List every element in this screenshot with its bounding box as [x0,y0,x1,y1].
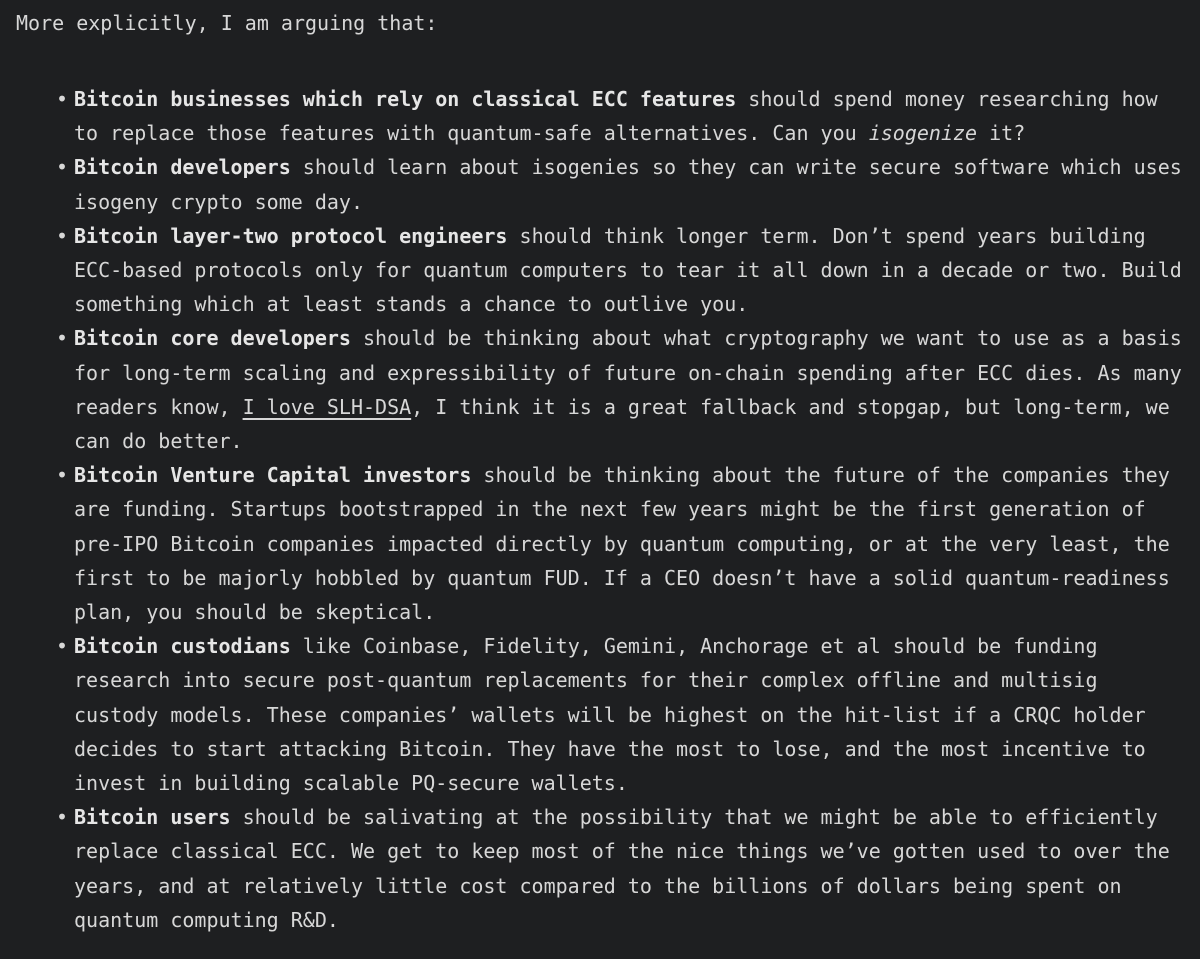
item-text: should learn about isogenies so they can write secure software which uses isogeny crypto some day. [74,155,1182,214]
list-item-vc-investors [56,458,1184,629]
item-subject: Bitcoin businesses which rely on classical ECC features [74,87,737,111]
list-item-developers [56,150,1184,218]
bullet-icon: • [56,87,69,111]
item-text: like Coinbase, Fidelity, Gemini, Anchorage et al should be funding research into secure post-quantum replacements for their complex offline and multisig custody models. These companies’ wallets will be highest on the hit-list if a CRQC holder decides to start attacking Bitcoin. They have the most to lose, and the most incentive to invest in building scalable PQ-secure wallets. [74,634,1146,796]
bullet-icon: • [56,463,69,488]
item-emphasis: isogenize [868,121,978,146]
item-text: should be thinking about the future of the companies they are funding. Startups bootstrapped in the next few years might be the first generation of pre-IPO Bitcoin companies impacted directly by quantum computing, or at the very least, the first to be majorly hobbled by quantum FUD. If a CEO doesn’t have a solid quantum-readiness plan, you should be skeptical. [74,463,1170,625]
bullet-icon: • [56,805,69,830]
bullet-icon: • [56,634,69,659]
bullet-icon: • [56,326,69,351]
argument-list [56,82,1184,937]
list-item-core-developers [56,321,1184,458]
list-item-users [56,800,1184,937]
item-text: should be thinking about what cryptography we want to use as a basis for long-term scaling and expressibility of future on-chain spending after ECC dies. As many readers know, [74,326,1182,419]
item-text: should think longer term. Don’t spend years building ECC-based protocols only for quantum computers to tear it all down in a decade or two. Build something which at least stands a chance to outlive you. [74,223,1182,317]
item-subject: Bitcoin custodians [74,634,291,659]
list-item-layer-two [56,219,1184,322]
bullet-icon: • [56,155,69,180]
list-item-businesses [56,82,1184,150]
item-subject: Bitcoin Venture Capital investors [74,463,472,488]
list-item-custodians [56,629,1184,800]
item-text-end: it? [977,121,1026,146]
item-subject: Bitcoin users [74,805,231,830]
item-text: should spend money researching how to replace those features with quantum-safe alternatives. Can you [74,87,1158,146]
item-subject: Bitcoin core developers [74,326,351,351]
bullet-icon: • [56,223,69,248]
intro-paragraph: More explicitly, I am arguing that: [16,11,438,35]
item-subject: Bitcoin layer-two protocol engineers [74,223,508,248]
item-text: should be salivating at the possibility that we might be able to efficiently replace classical ECC. We get to keep most of the nice things we’ve gotten used to over the years, and at relatively little cost compared to the billions of dollars being spent on quantum computing R&D. [74,805,1170,932]
item-subject: Bitcoin developers [74,155,291,180]
slh-dsa-link[interactable]: I love SLH-DSA [242,394,412,419]
item-text-end: , I think it is a great fallback and stopgap, but long-term, we can do better. [74,394,1170,454]
